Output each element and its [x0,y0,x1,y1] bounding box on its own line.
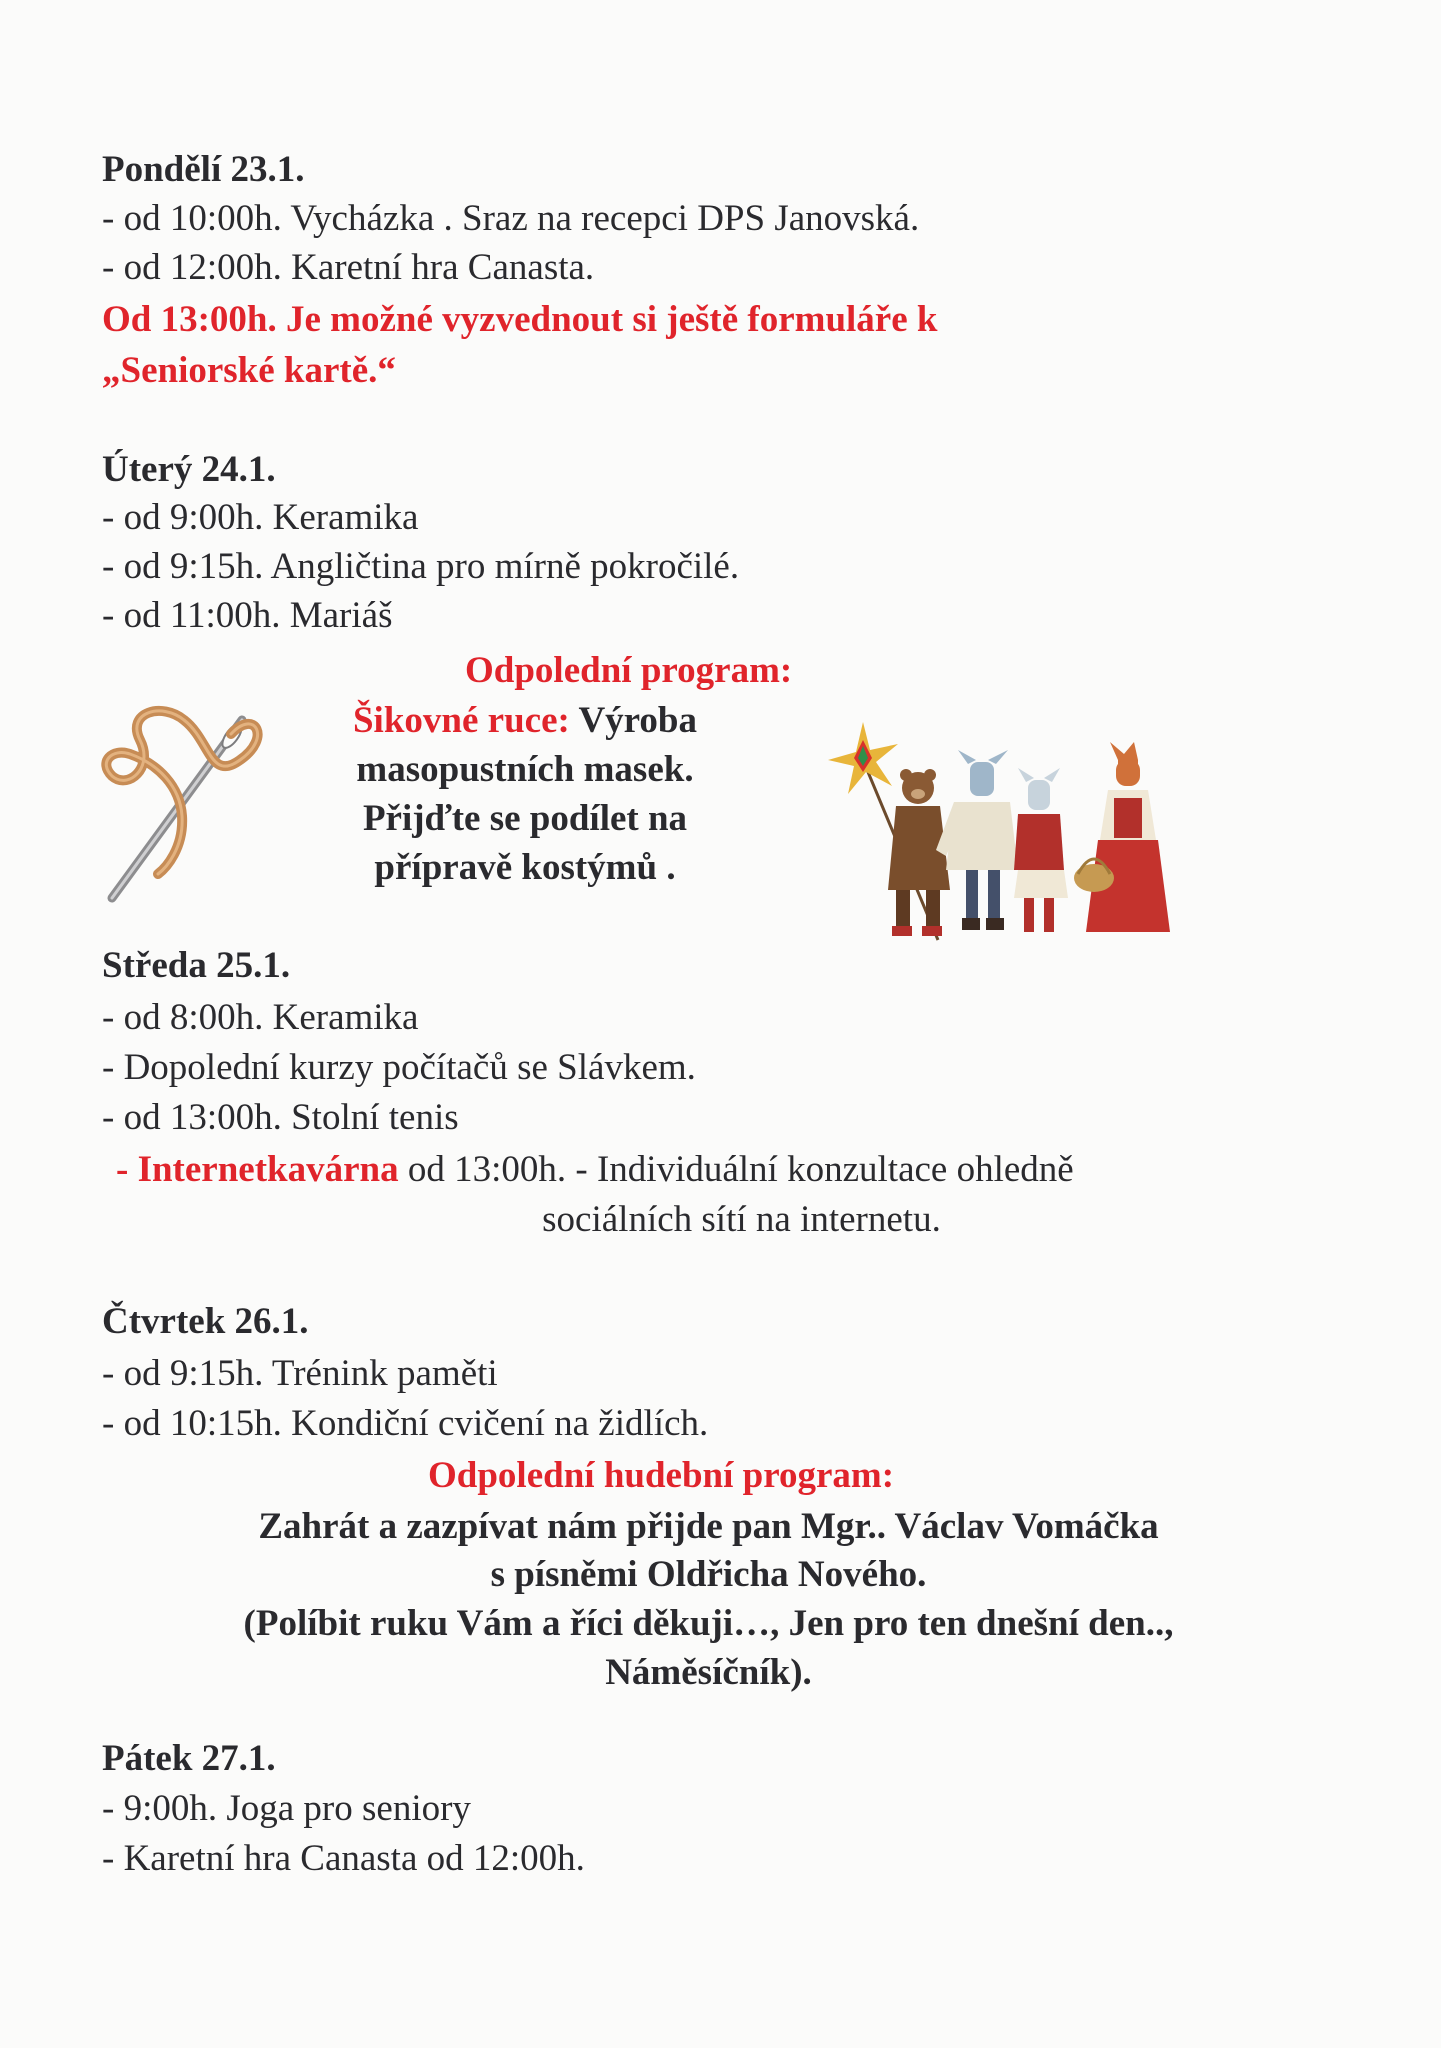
craft-text-1: Výroba [578,700,697,741]
friday-item-2: - Karetní hra Canasta od 12:00h. [102,1838,585,1879]
craft-line-4: přípravě kostýmů . [374,847,676,888]
thursday-afternoon-title: Odpolední hudební program: [428,1455,895,1496]
music-line-2: s písněmi Oldřicha Nového. [490,1554,927,1595]
thursday-item-1: - od 9:15h. Trénink paměti [102,1353,498,1394]
friday-item-1: - 9:00h. Joga pro seniory [102,1788,471,1829]
wednesday-internet-line [116,1146,1074,1194]
thursday-item-2: - od 10:15h. Kondiční cvičení na židlích. [102,1403,709,1444]
internet-cafe-text: od 13:00h. - Individuální konzultace ohledně [398,1149,1074,1190]
monday-heading: Pondělí 23.1. [102,149,305,190]
monday-item-2: - od 12:00h. Karetní hra Canasta. [102,247,595,288]
monday-notice-1: Od 13:00h. Je možné vyzvednout si ještě formuláře k [102,299,938,340]
tuesday-afternoon-title: Odpolední program: [465,650,793,691]
wednesday-heading: Středa 25.1. [102,945,291,986]
craft-line-2: masopustních masek. [356,749,694,790]
thursday-heading: Čtvrtek 26.1. [102,1301,309,1342]
monday-notice-2: „Seniorské kartě.“ [102,350,396,391]
monday-item-1: - od 10:00h. Vycházka . Sraz na recepci DPS Janovská. [102,198,920,239]
music-line-1: Zahrát a zazpívat nám přijde pan Mgr.. Václav Vomáčka [258,1506,1159,1547]
tuesday-item-1: - od 9:00h. Keramika [102,497,419,538]
craft-label: Šikovné ruce: [352,700,570,741]
needle-thread-icon [100,698,270,910]
wednesday-item-1: - od 8:00h. Keramika [102,997,419,1038]
tuesday-item-2: - od 9:15h. Angličtina pro mírně pokročilé. [102,546,740,587]
wednesday-item-3: - od 13:00h. Stolní tenis [102,1097,459,1138]
internet-cafe-label: - Internetkavárna [116,1149,399,1190]
music-line-4: Náměsíčník). [605,1652,812,1693]
craft-line-1 [300,696,750,745]
wednesday-internet-line-2: sociálních sítí na internetu. [542,1199,941,1240]
craft-line-3: Přijďte se podílet na [362,798,688,839]
tuesday-heading: Úterý 24.1. [102,449,276,490]
music-line-3: (Políbit ruku Vám a říci děkuji…, Jen pro ten dnešní den.., [243,1603,1174,1644]
carnival-figures-illustration [818,720,1180,952]
tuesday-item-3: - od 11:00h. Mariáš [102,595,393,636]
wednesday-item-2: - Dopolední kurzy počítačů se Slávkem. [102,1047,696,1088]
friday-heading: Pátek 27.1. [102,1738,276,1779]
